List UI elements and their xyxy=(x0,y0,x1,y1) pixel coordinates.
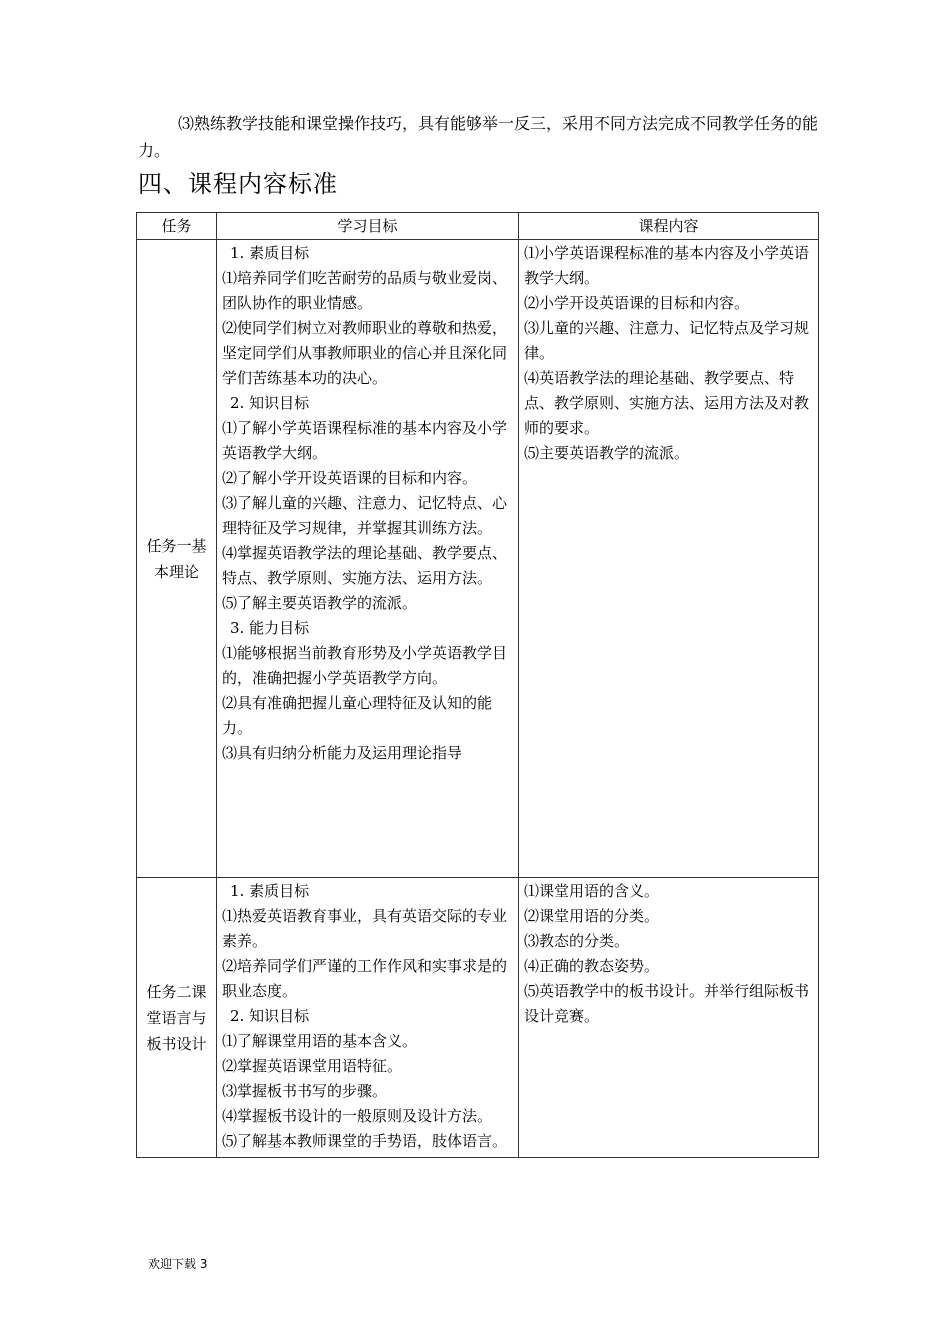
goal-item: ⑵掌握英语课堂用语特征。 xyxy=(222,1057,403,1075)
goal-item: ⑴了解课堂用语的基本含义。 xyxy=(222,1032,418,1050)
learning-goals-cell xyxy=(217,878,519,1158)
header-course-content: 课程内容 xyxy=(519,213,819,240)
goal-section-title: 1. 素质目标 xyxy=(230,882,310,900)
goal-section-title: 1. 素质目标 xyxy=(230,244,310,262)
table-row xyxy=(137,878,819,1158)
goal-section-title: 2. 知识目标 xyxy=(230,1007,310,1025)
content-item: ⑷正确的教态姿势。 xyxy=(524,957,660,975)
section-heading: 四、课程内容标准 xyxy=(138,170,338,198)
goal-item: ⑵了解小学开设英语课的目标和内容。 xyxy=(222,469,478,487)
goal-item: ⑵具有准确把握儿童心理特征及认知的能力。 xyxy=(222,694,493,737)
content-item: ⑶教态的分类。 xyxy=(524,932,630,950)
table-row xyxy=(137,240,819,878)
goal-item: ⑴热爱英语教育事业，具有英语交际的专业素养。 xyxy=(222,907,508,950)
content-item: ⑶儿童的兴趣、注意力、记忆特点及学习规律。 xyxy=(524,319,810,362)
content-item: ⑵课堂用语的分类。 xyxy=(524,907,660,925)
goal-item: ⑵培养同学们严谨的工作作风和实事求是的职业态度。 xyxy=(222,957,508,1000)
goal-section-title: 3. 能力目标 xyxy=(230,619,310,637)
goal-item: ⑴培养同学们吃苦耐劳的品质与敬业爱岗、团队协作的职业情感。 xyxy=(222,269,508,312)
goal-item: ⑸了解基本教师课堂的手势语，肢体语言。 xyxy=(222,1132,508,1150)
page-footer: 欢迎下载 3 xyxy=(148,1257,208,1271)
table-header-row xyxy=(137,213,819,240)
contents-list xyxy=(524,241,813,466)
goal-item: ⑶掌握板书书写的步骤。 xyxy=(222,1082,388,1100)
course-content-cell xyxy=(519,240,819,878)
content-item: ⑸主要英语教学的流派。 xyxy=(524,444,690,462)
content-item: ⑵小学开设英语课的目标和内容。 xyxy=(524,294,750,312)
header-task: 任务 xyxy=(137,213,217,240)
course-content-cell xyxy=(519,878,819,1158)
task-name: 任务二课堂语言与板书设计 xyxy=(137,878,217,1158)
intro-paragraph: ⑶熟练教学技能和课堂操作技巧，具有能够举一反三，采用不同方法完成不同教学任务的能力。 xyxy=(138,114,819,160)
goal-item: ⑶了解儿童的兴趣、注意力、记忆特点、心理特征及学习规律，并掌握其训练方法。 xyxy=(222,494,508,537)
goal-item: ⑴了解小学英语课程标准的基本内容及小学英语教学大纲。 xyxy=(222,419,508,462)
course-content-table xyxy=(136,212,819,1158)
goals-list xyxy=(222,879,513,1154)
goal-item: ⑷掌握英语教学法的理论基础、教学要点、特点、教学原则、实施方法、运用方法。 xyxy=(222,544,508,587)
goal-item: ⑴能够根据当前教育形势及小学英语教学目的，准确把握小学英语教学方向。 xyxy=(222,644,508,687)
task-name: 任务一基本理论 xyxy=(137,240,217,878)
goal-item: ⑷掌握板书设计的一般原则及设计方法。 xyxy=(222,1107,493,1125)
contents-list xyxy=(524,879,813,1029)
content-item: ⑴小学英语课程标准的基本内容及小学英语教学大纲。 xyxy=(524,244,810,287)
goals-list xyxy=(222,241,513,766)
goal-item: ⑶具有归纳分析能力及运用理论指导 xyxy=(222,744,463,762)
header-learning-goals: 学习目标 xyxy=(217,213,519,240)
content-item: ⑴课堂用语的含义。 xyxy=(524,882,660,900)
goal-item: ⑵使同学们树立对教师职业的尊敬和热爱，坚定同学们从事教师职业的信心并且深化同学们苦练基本功的决心。 xyxy=(222,319,508,387)
goal-item: ⑸了解主要英语教学的流派。 xyxy=(222,594,418,612)
learning-goals-cell xyxy=(217,240,519,878)
goal-section-title: 2. 知识目标 xyxy=(230,394,310,412)
content-item: ⑸英语教学中的板书设计。并举行组际板书设计竞赛。 xyxy=(524,982,810,1025)
content-item: ⑷英语教学法的理论基础、教学要点、特点、教学原则、实施方法、运用方法及对教师的要求。 xyxy=(524,369,810,437)
